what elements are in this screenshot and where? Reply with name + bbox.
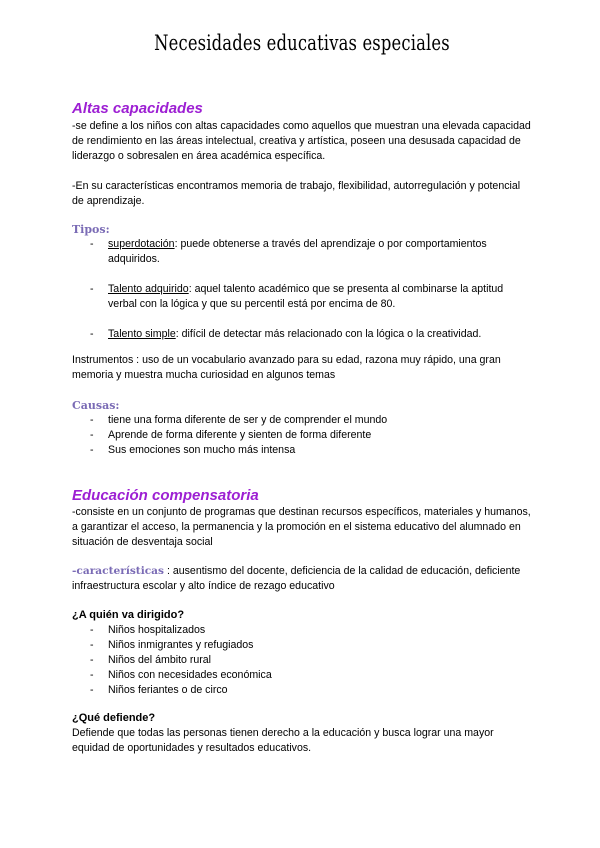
document-title: Necesidades educativas especiales [154,31,450,55]
tipo-term: Talento adquirido [108,283,189,295]
dirigido-list [72,623,532,698]
caracteristicas-text: : ausentismo del docente, deficiencia de la calidad de educación, deficiente infraestructura escolar y alto índice de rezago educativo [72,565,521,592]
list-item: - Niños inmigrantes y refugiados [72,638,532,653]
list-item: - Sus emociones son mucho más intensa [72,443,532,458]
tipo-desc: : difícil de detectar más relacionado con la lógica o la creatividad. [175,328,482,340]
list-item: - Niños feriantes o de circo [72,683,532,698]
tipo-term: Talento simple [108,328,176,340]
caracteristicas-label: -características [72,565,165,577]
list-item: - tiene una forma diferente de ser y de comprender el mundo [72,413,532,428]
list-item: - Aprende de forma diferente y sienten de forma diferente [72,428,532,443]
list-item: - Niños hospitalizados [72,623,532,638]
defiende-text: Defiende que todas las personas tienen derecho a la educación y busca lograr una mayor equidad de oportunidades y resultados educativos. [72,727,494,754]
list-item: - Niños del ámbito rural [72,653,532,668]
tipo-term: superdotación [108,238,175,250]
section-heading-altas: Altas capacidades [72,100,203,117]
list-item [72,327,532,342]
list-item [72,282,532,312]
causas-label: Causas: [72,399,120,412]
tipos-label: Tipos: [72,223,110,236]
compensatoria-caracteristicas [72,564,532,594]
section-heading-compensatoria: Educación compensatoria [72,487,259,504]
section-educacion-compensatoria [72,487,532,505]
list-item: - Niños con necesidades económica [72,668,532,683]
causas-list [72,413,532,458]
altas-caracteristicas: -En su características encontramos memoria de trabajo, flexibilidad, autorregulación y potencial de aprendizaje. [72,180,521,207]
defiende-heading: ¿Qué defiende? [72,712,156,724]
altas-definition: -se define a los niños con altas capacidades como aquellos que muestran una elevada capacidad de rendimiento en las áreas intelectual, creativa y artística, poseen una desusada capacidad de liderazgo o sobresalen en área académica específica. [72,120,531,162]
tipos-list [72,237,532,357]
list-item [72,237,532,267]
section-altas-capacidades [72,100,532,118]
tipo-desc: : aquel talento académico que se presenta al combinarse la aptitud verbal con la lógica y que su percentil está por encima de 80. [108,283,504,310]
dirigido-heading: ¿A quién va dirigido? [72,609,185,621]
tipo-desc: : puede obtenerse a través del aprendizaje o por comportamientos adquiridos. [108,238,487,265]
instrumentos-text: Instrumentos : uso de un vocabulario avanzado para su edad, razona muy rápido, una gran memoria y muestra mucha curiosidad en algunos temas [72,354,501,381]
compensatoria-definition: -consiste en un conjunto de programas que destinan recursos específicos, materiales y humanos, a garantizar el acceso, la permanencia y la promoción en el sistema educativo del alumnado en situación de desventaja social [72,506,531,548]
